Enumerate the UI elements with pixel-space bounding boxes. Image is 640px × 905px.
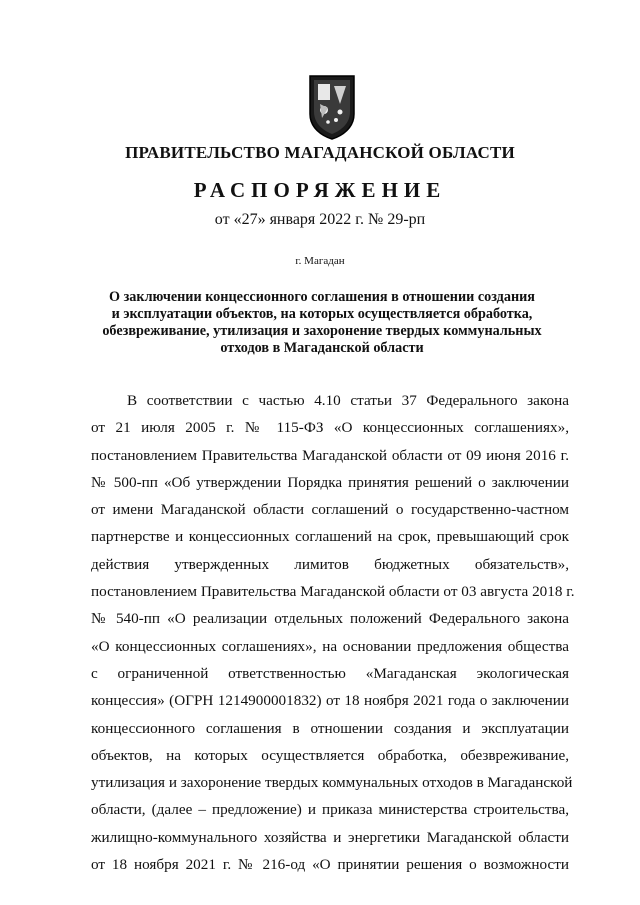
coat-of-arms-icon <box>306 74 358 140</box>
body-line: от имени Магаданской области соглашений о государственно-частном <box>91 501 569 519</box>
body-line: постановлением Правительства Магаданской области от 03 августа 2018 г. <box>91 583 575 601</box>
document-date-number: от «27» января 2022 г. № 29-рп <box>214 211 426 228</box>
body-line: постановлением Правительства Магаданской области от 09 июня 2016 г. <box>91 446 569 464</box>
body-line: В соответствии с частью 4.10 статьи 37 Федерального закона <box>127 392 569 409</box>
document-type: РАСПОРЯЖЕНИЕ <box>193 178 447 202</box>
subject-line: отходов в Магаданской области <box>220 340 424 356</box>
body-line: № 500-пп «Об утверждении Порядка принятия решений о заключении <box>91 473 569 491</box>
body-line: партнерстве и концессионных соглашений на срок, превышающий срок <box>91 528 569 546</box>
body-line: № 540-пп «О реализации отдельных положений Федерального закона <box>91 610 569 628</box>
body-line: от 18 ноября 2021 г. № 216-од «О принятии решения о возможности <box>91 856 569 874</box>
body-line: концессия» (ОГРН 1214900001832) от 18 ноября 2021 года о заключении <box>91 692 569 710</box>
subject-line: обезвреживание, утилизация и захоронение твердых коммунальных <box>102 323 542 339</box>
organization-name: ПРАВИТЕЛЬСТВО МАГАДАНСКОЙ ОБЛАСТИ <box>125 143 515 162</box>
body-line: области, (далее – предложение) и приказа министерства строительства, <box>91 801 569 819</box>
body-line: концессионного соглашения в отношении создания и эксплуатации <box>91 719 569 737</box>
subject-line: О заключении концессионного соглашения в отношении создания <box>109 289 535 305</box>
body-line: утилизация и захоронение твердых коммунальных отходов в Магаданской <box>91 774 573 792</box>
body-line: жилищно-коммунального хозяйства и энергетики Магаданской области <box>91 828 569 846</box>
body-line: действия утвержденных лимитов бюджетных обязательств», <box>91 555 569 573</box>
body-line: «О концессионных соглашениях», на основании предложения общества <box>91 637 569 655</box>
document-subject <box>80 289 564 357</box>
body-line: с ограниченной ответственностью «Магаданская экологическая <box>91 664 569 682</box>
document-body <box>91 387 575 878</box>
body-line: от 21 июля 2005 г. № 115-ФЗ «О концессионных соглашениях», <box>91 419 569 437</box>
subject-line: и эксплуатации объектов, на которых осуществляется обработка, <box>111 306 533 322</box>
body-line: объектов, на которых осуществляется обработка, обезвреживание, <box>91 746 569 764</box>
document-place: г. Магадан <box>295 255 345 267</box>
